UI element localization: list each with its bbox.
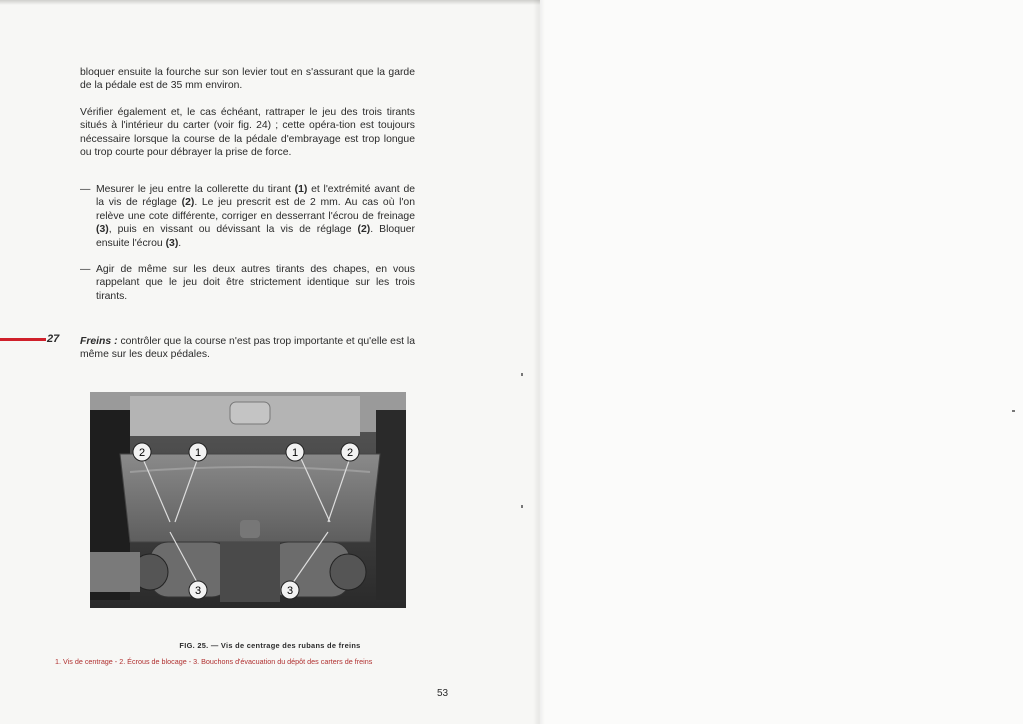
bullet-dash: — [80, 184, 91, 195]
bullet-1-part: et l'extrémité avant de la vis de réglage [96, 184, 415, 209]
callout-1-right [286, 443, 304, 461]
svg-text:3: 3 [286, 585, 294, 597]
svg-text:3: 3 [194, 585, 202, 597]
scan-speck [521, 505, 523, 508]
brake-mechanism-photo [90, 392, 406, 608]
right-page-blank [540, 0, 1023, 724]
paragraph-2-text: Vérifier également et, le cas échéant, rattraper le jeu des trois tirants situés à l'intérieur du carter (voir fig. 24) ; cette opéra-tion est toujours nécessaire lorsque la course de la pédale d'embrayage est trop longue ou trop courte pour débrayer la prise de force. [80, 107, 415, 159]
ref-2: (2) [181, 197, 195, 209]
ref-2: (2) [357, 224, 371, 236]
figure-caption: FIG. 25. — Vis de centrage des rubans de freins [179, 641, 361, 650]
svg-text:2: 2 [138, 447, 146, 459]
bullet-dash: — [80, 264, 91, 275]
bullet-1-part: . Bloquer ensuite l'écrou [96, 224, 415, 249]
section-number: 27 [47, 333, 60, 345]
bullet-1-text [96, 183, 415, 250]
page-number: 53 [437, 688, 449, 699]
section-27-text [80, 335, 415, 362]
ref-3: (3) [96, 224, 109, 236]
bullet-2-text: Agir de même sur les deux autres tirants des chapes, en vous rappelant que le jeu doit être strictement identique sur les trois tirants. [96, 264, 415, 302]
bullet-1-part: Mesurer le jeu entre la collerette du tirant [96, 184, 295, 195]
paragraph-1 [80, 66, 415, 93]
bullet-1-part: . Le jeu prescrit est de 2 mm. Au cas où l'on relève une cote différente, corriger en desserrant l'écrou de freinage [96, 197, 415, 222]
callout-3-right [281, 581, 299, 599]
callout-2-left [133, 443, 151, 461]
svg-text:2: 2 [346, 447, 354, 459]
bullet-2 [80, 263, 415, 303]
scan-speck [521, 373, 523, 376]
section-body: contrôler que la course n'est pas trop importante et qu'elle est la même sur les deux pédales. [80, 336, 416, 361]
book-gutter [533, 0, 545, 724]
figure-legend: 1. Vis de centrage - 2. Écrous de blocage - 3. Bouchons d'évacuation du dépôt des carters de freins [55, 657, 373, 666]
paragraph-2 [80, 106, 415, 160]
section-marker-bar [0, 338, 46, 341]
bullet-1-part: , puis en vissant ou dévissant la vis de réglage [108, 224, 358, 236]
ref-1: (1) [294, 184, 308, 195]
page-top-shadow [0, 0, 540, 5]
callout-2-right [341, 443, 359, 461]
bullet-1-part: . [178, 237, 182, 249]
paragraph-1-text: bloquer ensuite la fourche sur son levier tout en s'assurant que la garde de la pédale est de 35 mm environ. [80, 67, 415, 92]
figure-photo [90, 392, 406, 608]
bullet-1 [80, 183, 415, 250]
scan-speck [1012, 410, 1015, 412]
section-heading: Freins : [80, 336, 118, 347]
ref-3: (3) [165, 237, 179, 249]
callout-3-left [189, 581, 207, 599]
callout-1-left [189, 443, 207, 461]
svg-text:1: 1 [291, 447, 299, 459]
svg-text:1: 1 [194, 447, 202, 459]
